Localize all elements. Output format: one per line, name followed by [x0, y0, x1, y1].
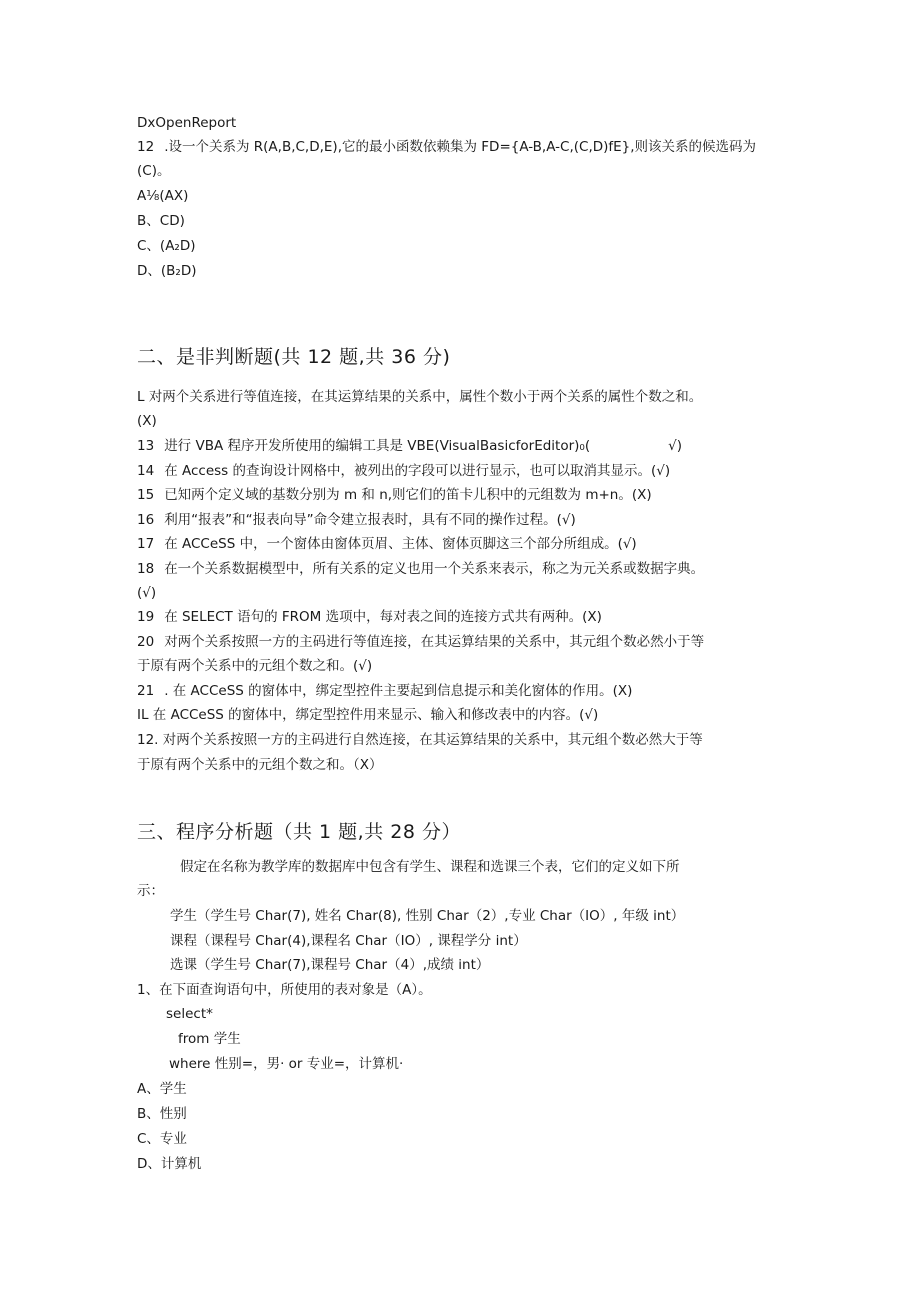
question-number: 12 — [137, 139, 155, 155]
judgment-item-12b-continuation: 于原有两个关系中的元组个数之和。（X） — [137, 757, 383, 773]
section-3-heading: 三、程序分析题（共 1 题,共 28 分） — [137, 821, 461, 843]
program-option-c: C、专业 — [137, 1131, 187, 1147]
judgment-item-12b: 12. 对两个关系按照一方的主码进行自然连接，在其运算结果的关系中，其元组个数必然大于等 — [137, 732, 703, 748]
item-number: 15 — [137, 487, 155, 503]
program-option-d: D、计算机 — [137, 1156, 202, 1172]
table-definition-student: 学生（学生号 Char(7), 姓名 Char(8), 性别 Char（2）,专业 Char（IO）, 年级 int） — [170, 908, 685, 924]
program-option-a: A、学生 — [137, 1081, 187, 1097]
item-number: 17 — [137, 536, 155, 552]
judgment-item-1-answer: (X) — [137, 413, 157, 429]
question-12-line — [137, 138, 756, 156]
item-text: 在 ACCeSS 中，一个窗体由窗体页眉、主体、窗体页脚这三个部分所组成。(√) — [164, 536, 637, 552]
option-c: C、(A₂D) — [137, 238, 196, 254]
item-number: 20 — [137, 634, 155, 650]
program-intro-continuation: 示： — [137, 883, 164, 899]
item-number: 21 — [137, 683, 155, 699]
judgment-item-1: L 对两个关系进行等值连接，在其运算结果的关系中，属性个数小于两个关系的属性个数之和。 — [137, 389, 703, 405]
item-text: 已知两个定义域的基数分别为 m 和 n,则它们的笛卡儿积中的元组数为 m+n。(X) — [164, 487, 652, 503]
table-definition-course: 课程（课程号 Char(4),课程名 Char（IO）, 课程学分 int） — [170, 933, 527, 949]
question-text: .设一个关系为 R(A,B,C,D,E),它的最小函数依赖集为 FD={A-B,A-C,(C,D)fE},则该关系的候选码为 — [164, 139, 757, 155]
judgment-item-18-answer: (√) — [137, 585, 157, 601]
judgment-item-16 — [137, 511, 576, 529]
sql-line-where: where 性别=，男· or 专业=，计算机· — [169, 1056, 404, 1072]
judgment-item-19 — [137, 608, 602, 626]
section-2-heading: 二、是非判断题(共 12 题,共 36 分) — [137, 346, 451, 368]
item-text: . 在 ACCeSS 的窗体中，绑定型控件主要起到信息提示和美化窗体的作用。(X) — [164, 683, 633, 699]
sql-line-from: from 学生 — [178, 1031, 241, 1047]
judgment-item-17 — [137, 535, 637, 553]
item-number: 16 — [137, 512, 155, 528]
item-text: 在一个关系数据模型中，所有关系的定义也用一个关系来表示，称之为元关系或数据字典。 — [164, 561, 705, 577]
program-question-1: 1、在下面查询语句中，所使用的表对象是（A）。 — [137, 982, 432, 998]
judgment-item-20 — [137, 633, 704, 651]
item-answer: √) — [668, 438, 682, 454]
program-intro: 假定在名称为教学库的数据库中包含有学生、课程和选课三个表，它们的定义如下所 — [180, 859, 680, 875]
item-text: 利用“报表”和“报表向导”命令建立报表时，具有不同的操作过程。(√) — [164, 512, 576, 528]
text-line-dxopenreport: DxOpenReport — [137, 115, 237, 131]
item-number: 14 — [137, 463, 155, 479]
item-text: 在 Access 的查询设计网格中，被列出的字段可以进行显示，也可以取消其显示。(√) — [164, 463, 671, 479]
sql-line-select: select* — [166, 1006, 213, 1022]
program-option-b: B、性别 — [137, 1106, 187, 1122]
judgment-item-20-continuation: 于原有两个关系中的元组个数之和。(√) — [137, 658, 373, 674]
item-number: 19 — [137, 609, 155, 625]
item-text: 进行 VBA 程序开发所使用的编辑工具是 VBE(VisualBasicforEditor)₀( — [164, 438, 591, 454]
table-definition-enrollment: 选课（学生号 Char(7),课程号 Char（4）,成绩 int） — [170, 957, 490, 973]
judgment-item-18 — [137, 560, 704, 578]
item-text: 对两个关系按照一方的主码进行等值连接，在其运算结果的关系中，其元组个数必然小于等 — [164, 634, 705, 650]
item-text: 在 SELECT 语句的 FROM 选项中，每对表之间的连接方式共有两种。(X) — [164, 609, 602, 625]
option-d: D、(B₂D) — [137, 263, 197, 279]
item-number: 13 — [137, 438, 155, 454]
judgment-item-il: IL 在 ACCeSS 的窗体中，绑定型控件用来显示、输入和修改表中的内容。(√) — [137, 707, 599, 723]
option-b: B、CD) — [137, 213, 185, 229]
item-number: 18 — [137, 561, 155, 577]
judgment-item-13 — [137, 437, 682, 455]
judgment-item-21 — [137, 682, 632, 700]
judgment-item-15 — [137, 486, 652, 504]
option-a: A⅛(AX) — [137, 188, 189, 204]
judgment-item-14 — [137, 462, 670, 480]
question-12-continuation: (C)。 — [137, 163, 171, 179]
